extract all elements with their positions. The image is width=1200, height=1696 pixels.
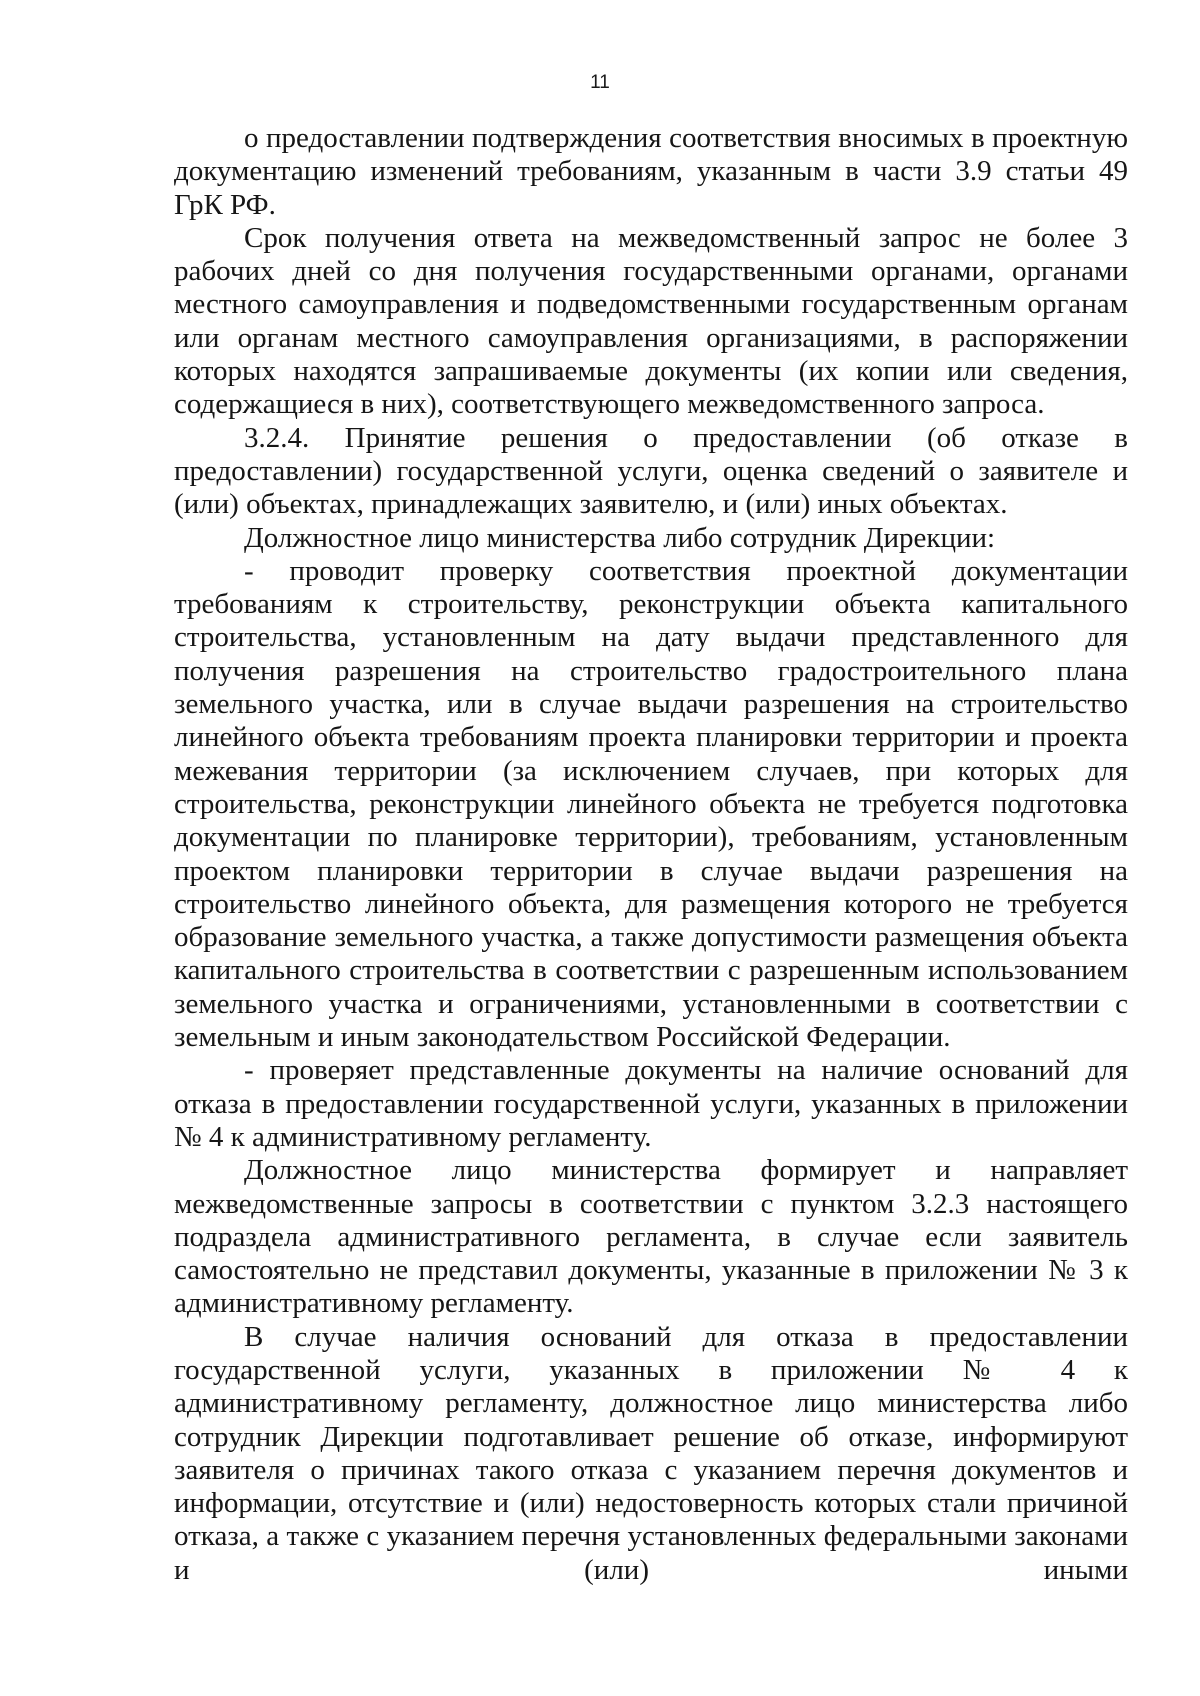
paragraph: Срок получения ответа на межведомственный запрос не более 3 рабочих дней со дня получения государственными органами, органами местного самоуправления и подведомственными государственным органам или органам местного самоуправления организациями, в распоряжении которых находятся запрашиваемые документы (их копии или сведения, содержащиеся в них), соответствующего межведомственного запроса. bbox=[174, 221, 1128, 421]
page-number: 11 bbox=[590, 72, 610, 93]
document-body bbox=[174, 122, 1128, 1587]
paragraph: о предоставлении подтверждения соответствия вносимых в проектную документацию изменений требованиям, указанным в части 3.9 статьи 49 ГрК РФ. bbox=[174, 122, 1128, 221]
paragraph: Должностное лицо министерства формирует и направляет межведомственные запросы в соответствии с пунктом 3.2.3 настоящего подраздела административного регламента, в случае если заявитель самостоятельно не представил документы, указанные в приложении № 3 к административному регламенту. bbox=[174, 1154, 1128, 1320]
paragraph: 3.2.4. Принятие решения о предоставлении (об отказе в предоставлении) государственной услуги, оценка сведений о заявителе и (или) объектах, принадлежащих заявителю, и (или) иных объектах. bbox=[174, 421, 1128, 521]
paragraph: - проверяет представленные документы на наличие оснований для отказа в предоставлении государственной услуги, указанных в приложении № 4 к административному регламенту. bbox=[174, 1054, 1128, 1153]
paragraph: В случае наличия оснований для отказа в предоставлении государственной услуги, указанных в приложении № 4 к административному регламенту, должностное лицо министерства либо сотрудник Дирекции подготавливает решение об отказе, информируют заявителя о причинах такого отказа с указанием перечня документов и информации, отсутствие и (или) недостоверность которых стали причиной отказа, а также с указанием перечня установленных федеральными законами и (или) иными bbox=[174, 1320, 1128, 1586]
paragraph: - проводит проверку соответствия проектной документации требованиям к строительству, реконструкции объекта капитального строительства, установленным на дату выдачи представленного для получения разрешения на строительство градостроительного плана земельного участка, или в случае выдачи разрешения на строительство линейного объекта требованиям проекта планировки территории и проекта межевания территории (за исключением случаев, при которых для строительства, реконструкции линейного объекта не требуется подготовка документации по планировке территории), требованиям, установленным проектом планировки территории в случае выдачи разрешения на строительство линейного объекта, для размещения которого не требуется образование земельного участка, а также допустимости размещения объекта капитального строительства в соответствии с разрешенным использованием земельного участка и ограничениями, установленными в соответствии с земельным и иным законодательством Российской Федерации. bbox=[174, 554, 1128, 1054]
paragraph: Должностное лицо министерства либо сотрудник Дирекции: bbox=[244, 521, 996, 554]
